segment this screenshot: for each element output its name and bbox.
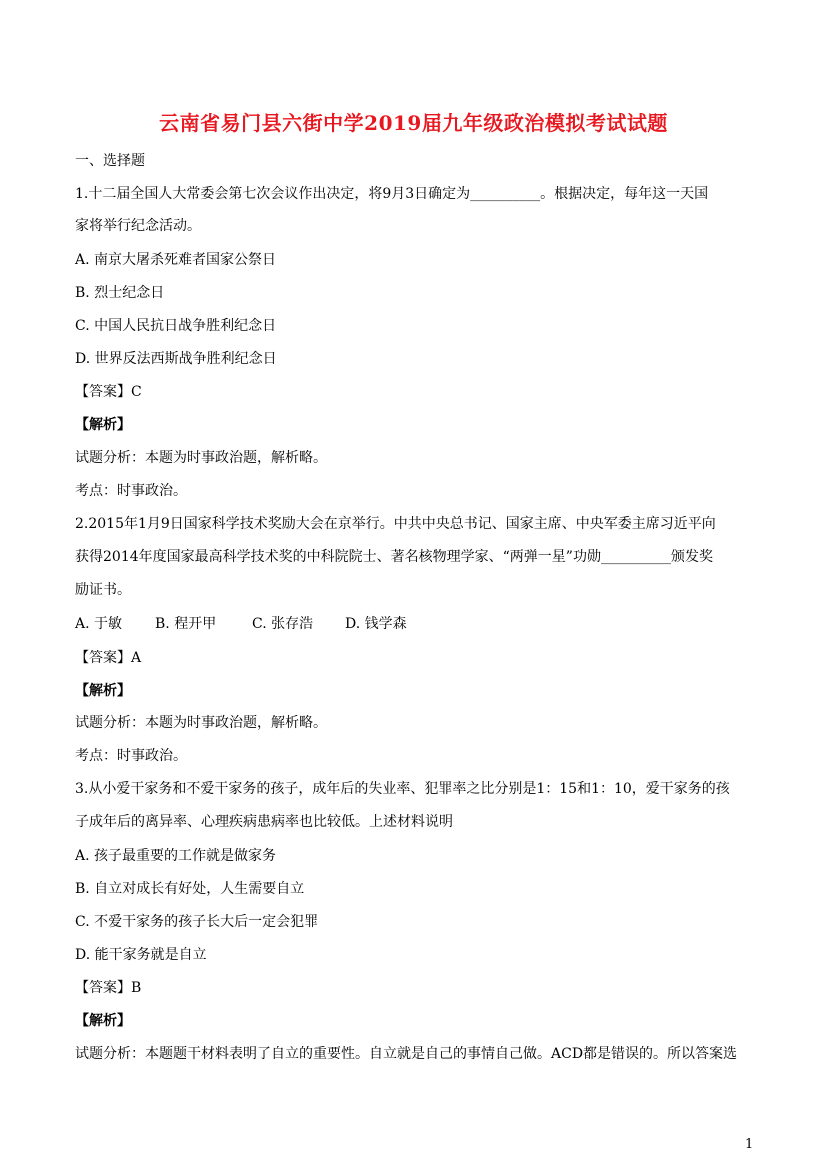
q1-answer: 【答案】C	[75, 384, 142, 400]
q2-analysis-label: 【解析】	[75, 683, 131, 699]
page-number: 1	[745, 1137, 754, 1152]
q1-analysis: 试题分析：本题为时事政治题，解析略。	[75, 450, 327, 466]
q3-option-c: C. 不爱干家务的孩子长大后一定会犯罪	[75, 914, 319, 930]
q3-option-a: A. 孩子最重要的工作就是做家务	[75, 848, 277, 864]
q1-option-d: D. 世界反法西斯战争胜利纪念日	[75, 351, 277, 367]
q3-analysis: 试题分析：本题题干材料表明了自立的重要性。自立就是自己的事情自己做。ACD都是错误的。所以答案选	[75, 1046, 738, 1062]
q3-answer: 【答案】B	[75, 980, 142, 996]
q2-option-a: A. 于敏	[75, 616, 123, 632]
section-heading: 一、选择题	[75, 153, 145, 169]
q3-option-b: B. 自立对成长有好处，人生需要自立	[75, 881, 305, 897]
q2-answer: 【答案】A	[75, 650, 142, 666]
q1-point: 考点：时事政治。	[75, 483, 187, 499]
q2-analysis: 试题分析：本题为时事政治题，解析略。	[75, 715, 327, 731]
q3-stem-line2: 子成年后的离异率、心理疾病患病率也比较低。上述材料说明	[75, 814, 453, 830]
q1-option-a: A. 南京大屠杀死难者国家公祭日	[75, 252, 277, 268]
q2-options-row	[75, 615, 407, 633]
q2-option-c: C. 张存浩	[252, 616, 314, 632]
page-title: 云南省易门县六街中学2019届九年级政治模拟考试试题	[159, 111, 668, 135]
q3-stem-line1: 3.从小爱干家务和不爱干家务的孩子，成年后的失业率、犯罪率之比分别是1：15和1：10，爱干家务的孩	[75, 781, 730, 797]
q1-analysis-label: 【解析】	[75, 417, 131, 433]
q2-stem-line2: 获得2014年度国家最高科学技术奖的中科院院士、著名核物理学家、“两弹一星”功勋__________颁发奖	[75, 549, 713, 565]
q2-option-b: B. 程开甲	[155, 616, 217, 632]
q2-option-d: D. 钱学森	[345, 616, 407, 632]
q3-option-d: D. 能干家务就是自立	[75, 947, 207, 963]
q1-option-c: C. 中国人民抗日战争胜利纪念日	[75, 318, 277, 334]
q1-stem-line2: 家将举行纪念活动。	[75, 218, 201, 234]
q1-option-b: B. 烈士纪念日	[75, 285, 165, 301]
q1-stem-line1: 1.十二届全国人大常委会第七次会议作出决定，将9月3日确定为__________。根据决定，每年这一天国	[75, 186, 709, 202]
q2-stem-line3: 励证书。	[75, 582, 131, 598]
q2-point: 考点：时事政治。	[75, 748, 187, 764]
q3-analysis-label: 【解析】	[75, 1013, 131, 1029]
q2-stem-line1: 2.2015年1月9日国家科学技术奖励大会在京举行。中共中央总书记、国家主席、中央军委主席习近平向	[75, 516, 716, 532]
